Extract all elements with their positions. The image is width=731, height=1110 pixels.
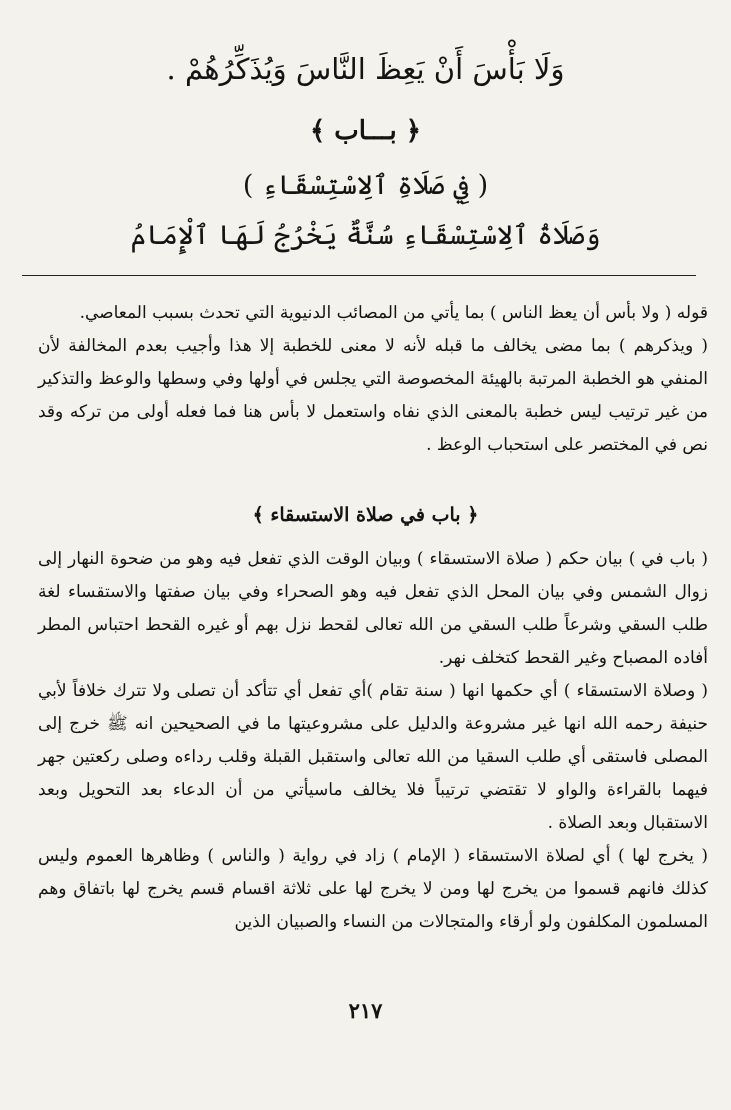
page-number: ٢١٧ — [348, 998, 383, 1023]
paragraph: ( باب في ) بيان حكم ( صلاة الاستسقاء ) وبيان الوقت الذي تفعل فيه وهو من ضحوة النهار إلى زوال الشمس وفي بيان المحل الذي تفعل فيه وهو الصحراء وفي بيان صفتها والاستقساء لغة طلب السقي وشرعاً طلب السقي من الله تعالى لقحط نزل بهم أو غيره القحط احتباس المطر أفاده المصباح وغير القحط كتخلف نهر. — [38, 549, 708, 668]
paragraph: ( يخرج لها ) أي لصلاة الاستسقاء ( الإمام ) زاد في رواية ( والناس ) وظاهرها العموم وليس كذلك فانهم قسموا من يخرج لها ومن لا يخرج لها على ثلاثة اقسام قسم يخرج لها باتفاق وهم المسلمون المكلفون ولو أرقاء والمتجالات من النساء والصبيان الذين — [38, 846, 708, 932]
matn-line-4: وَصَلَاةُ ٱلِاسْتِسْقَاءِ سُنَّةٌ يَخْرُجُ لَهَا ٱلْإِمَامُ — [130, 220, 601, 251]
separator-rule — [22, 275, 696, 276]
section-heading: ﴿ باب في صلاة الاستسقاء ﴾ — [252, 504, 479, 526]
chapter-heading: ﴿ بـــاب ﴾ — [309, 116, 422, 146]
matn-line-1: وَلَا بَأْسَ أَنْ يَعِظَ النَّاسَ وَيُذَكِّرُهُمْ . — [166, 52, 565, 86]
chapter-title: ( فِي صَلَاةِ ٱلِاسْتِسْقَاءِ ) — [242, 170, 489, 201]
paragraph: قوله ( ولا بأس أن يعظ الناس ) بما يأتي من المصائب الدنيوية التي تحدث بسبب المعاصي. — [79, 303, 708, 323]
commentary-top — [38, 297, 708, 462]
paragraph: ( وصلاة الاستسقاء ) أي حكمها انها ( سنة تقام )أي تفعل أي تتأكد أن تصلى ولا تترك خلافاً لأبي حنيفة رحمه الله انها غير مشروعة والدليل على مشروعيتها ما في الصحيحين انه ﷺ خرج إلى المصلى فاستقى أي طلب السقيا من الله تعالى واستقبل القبلة وقلب رداءه وصلى ركعتين جهر فيهما بالقراءة والواو لا تقتضي ترتيباً فلا يخالف ماسيأتي من أن الدعاء بعد التحويل وبعد الاستقبال وبعد الصلاة . — [38, 681, 708, 833]
paragraph: ( ويذكرهم ) بما مضى يخالف ما قبله لأنه لا معنى للخطبة إلا هذا وأجيب بعدم المخالفة لأن المنفي هو الخطبة المرتبة بالهيئة المخصوصة التي يجلس في أولها وفي وسطها والوعظ والتذكير من غير ترتيب ليس خطبة بالمعنى الذي نفاه واستعمل لا بأس هنا فما فعله أولى من تركه وقد نص في المختصر على استحباب الوعظ . — [38, 336, 708, 455]
commentary-bottom — [38, 543, 708, 939]
